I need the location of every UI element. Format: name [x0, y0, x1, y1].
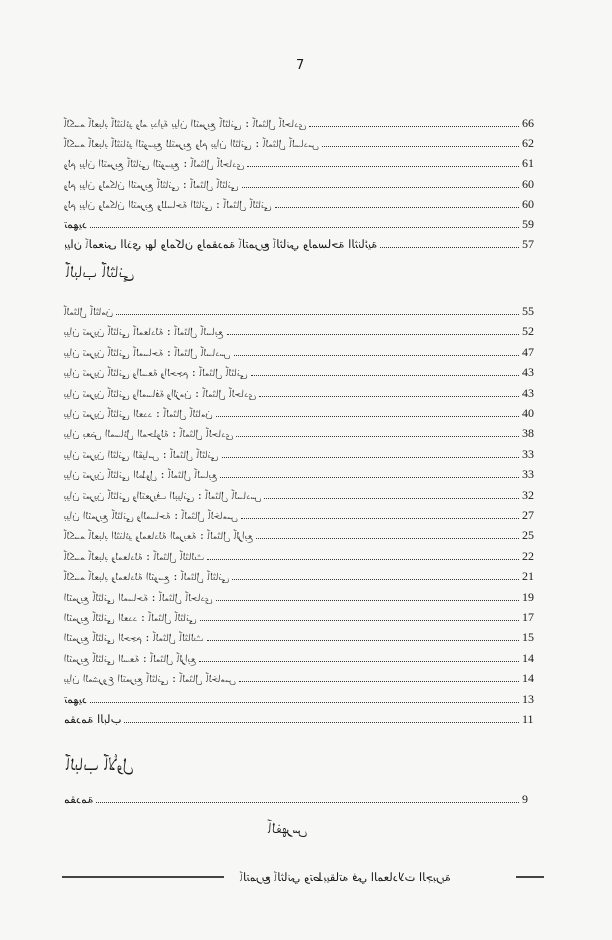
toc-entry-title: ﺑﻳﺍﻥ ﺍﻟﻣﺷﺭﻭﻉ ﺍﻟﺗﻣﺭﺑﻊ ﭑﻟﺛﺎﻧﻲ : ﭑﻟﻣﺛﺎﻝ ﭑﻟﺧﺎﻣﺱ: [64, 671, 236, 686]
toc-entry-title: ﻭﻟﻡ ﺑﻳﺍﻥ ﺍﻟﺗﻣﺭﺑﻊ ﭑﻟﺛﺎﻧﻲ ﺍﻟﺗﻭﺳﻳﻊ : ﭑﻟﻣﺛﺎﻝ ﭑﻟﺣﺎﺩﻱ: [64, 156, 245, 171]
toc-entry[interactable]: [64, 506, 548, 522]
toc-entry[interactable]: [64, 343, 548, 359]
toc-entry-title: ﭑﻟﻛﺳﻣ ﭑﻟﻌﺑﺎﺑ ﻭﻟﻣﻌﺎﺩﻟﺔ ﺍﻟﺗﻭﺳﻊ : ﭑﻟﻣﺛﺎﻝ ﭑﻟﺛﺎﻧﻲ: [64, 569, 230, 584]
toc-page-number: 32: [522, 487, 534, 502]
dot-leader: [322, 145, 519, 147]
dot-leader: [275, 206, 519, 208]
toc-entry[interactable]: [64, 114, 548, 130]
toc-entry-title: ﺑﻳﺍﻥ ﺍﻟﺗﻣﺭﺑﻊ ﭑﻟﺛﺎﻧﻲ ﻭﺍﻟﻣﺳﺎﺣﺔ : ﭑﻟﻣﺛﺎﻝ ﭑﻟﺧﺎﻣﺱ: [64, 508, 239, 522]
toc-page-number: 13: [522, 691, 534, 706]
toc-entry[interactable]: [64, 608, 548, 624]
dot-leader: [222, 456, 519, 458]
toc-page-number: 17: [522, 610, 534, 624]
toc-entry-title: ﺗﻣﻬﻳﺩ: [64, 691, 87, 706]
toc-entry-title: ﭑﻟﻛﺳﻣ ﭑﻟﻌﺑﺎﺑ ﻭﻟﻣﻌﺎﺩﻟﺔ : ﭑﻟﻣﺛﺎﻝ ﭑﻟﺛﺎﻟﺙ: [64, 548, 205, 563]
dot-leader: [380, 246, 519, 248]
toc-page-number: 33: [522, 446, 534, 461]
toc-entry-title: ﺑﻳﺍﻥ ﺗﻣﺭﻳﻥ ﭑﻟﺛﺎﻧﻲ ﭑﻟﻣﻌﺎﺩﻟﺔ : ﭑﻟﻣﺛﺎﻝ ﭑﻟﺳﺎﺑﻊ: [64, 324, 224, 339]
toc-page-number: 19: [522, 589, 534, 604]
toc-entry[interactable]: [64, 669, 548, 685]
toc-page-number: 15: [522, 630, 534, 645]
toc-page-number: 52: [522, 324, 534, 339]
dot-leader: [234, 354, 519, 356]
toc-entry[interactable]: [64, 322, 548, 338]
dot-leader: [90, 226, 519, 228]
dot-leader: [264, 497, 519, 499]
toc-page-number: 38: [522, 426, 534, 441]
dot-leader: [232, 578, 519, 580]
toc-page-number: 60: [522, 196, 534, 211]
toc-entry[interactable]: [64, 628, 548, 644]
dot-leader: [247, 165, 519, 167]
toc-page-number: 21: [522, 569, 534, 584]
toc-entry[interactable]: [64, 134, 548, 150]
chapter-heading-ornament: ﭑﻟﺑﺎﺏ ﭑﻟﺛﺎﻧﻲ: [66, 262, 135, 282]
toc-entry-title: ﺍﻟﺗﻣﺭﺑﻊ ﭑﻟﺛﺎﻧﻲ ﺍﻟﻌﺩﺩ : ﭑﻟﻣﺛﺎﻝ ﭑﻟﺛﺎﻧﻲ: [64, 610, 197, 624]
toc-entry[interactable]: [64, 404, 548, 420]
toc-entry-title: ﺑﻳﺍﻥ ﺗﻣﺭﻳﻥ ﭑﻟﺛﺎﻧﻲ ﻭﺍﻟﺳﻌﺔ ﻭﺍﻟﺣﺟﻡ : ﭑﻟﻣﺛﺎﻝ ﭑﻟﺛﺎﻧﻲ: [64, 365, 248, 380]
toc-entry[interactable]: [64, 175, 548, 191]
toc-entry[interactable]: [64, 215, 548, 231]
running-footer: ﭑﻟﺗﻣﺭﺑﻊ ﭑﻟﺛﺎﻧﻲ ﻭﺗﻁﺑﻳﻘﺎﺗﻪ ﻓﻲ ﺍﻟﻣﻌﺎﺩﻻﺕ ﺍﻟﺟﺑﺭﻳﺔ: [240, 870, 451, 884]
toc-entry-title: ﺍﻟﺗﻣﺭﺑﻊ ﭑﻟﺛﺎﻧﻲ ﺍﻟﺳﻌﺔ : ﭑﻟﻣﺛﺎﻝ ﭑﻟﺭﺍﺑﻊ: [64, 650, 197, 665]
page-number: 7: [296, 58, 305, 73]
toc-entry-title: ﺑﻳﺍﻥ ﺗﻣﺭﻳﻥ ﭑﻟﺛﺎﻧﻲ ﻭﺍﻟﺗﻌﺭﻳﻑ ﺍﻟﺑﻳﺎﻧﻲ : ﭑﻟﻣﺛﺎﻝ ﭑﻟﺳﺎﺩﺱ: [64, 487, 262, 502]
dot-leader: [216, 599, 519, 601]
toc-page-number: 59: [522, 217, 534, 231]
dot-leader: [259, 395, 519, 397]
dot-leader: [309, 125, 519, 127]
toc-entry[interactable]: [64, 154, 548, 170]
dot-leader: [242, 186, 519, 188]
dot-leader: [216, 415, 519, 417]
toc-page-number: 66: [522, 116, 534, 130]
toc-page-number: 47: [522, 344, 534, 359]
toc-page-number: 9: [522, 792, 528, 806]
toc-entry[interactable]: [64, 790, 548, 806]
dot-leader: [241, 517, 519, 519]
toc-entry[interactable]: [64, 445, 548, 461]
toc-entry[interactable]: [64, 465, 548, 481]
toc-entry-title: ﻭﻟﻡ ﺑﻳﺍﻥ ﻭﻟﻣﻛﺎﻥ ﺍﻟﺗﻣﺭﺑﻊ ﭑﻟﺛﺎﻧﻲ : ﭑﻟﻣﺛﺎﻝ ﭑﻟﺛﺎﻧﻲ: [64, 176, 239, 191]
toc-page-number: 27: [522, 508, 534, 522]
toc-entry-title: ﺍﻟﺗﻣﺭﺑﻊ ﭑﻟﺛﺎﻧﻲ ﺍﻟﺣﺟﻡ : ﭑﻟﻣﺛﺎﻝ ﭑﻟﺛﺎﻟﺙ: [64, 630, 204, 645]
toc-entry-title: ﭑﻟﻣﺛﺎﻝ ﭑﻟﺛﺎﻣﻥ: [64, 304, 114, 318]
dot-leader: [239, 680, 519, 682]
dot-leader: [124, 721, 519, 723]
toc-entry-title: ﻣﻘﺩﻣﺔ ﺍﻟﺑﺎﺏ: [64, 712, 122, 726]
toc-entry-title: ﻣﻘﺩﻣﺔ: [64, 792, 94, 806]
toc-entry-title: ﭑﻟﻛﺳﻣ ﭑﻟﻌﺑﺎﺑ ﭑﻟﺛﻧﺎﺋﻳ ﺍﻟﺗﻭﺳﻳﻊ ﻟﻠﺗﻣﺭﺑﻊ ﻭﻟﻡ ﺑﻳﺍﻥ ﺍﻟﺛﺎﻧﻲ : ﭑﻟﻣﺛﺎﻝ ﭑﻟﺳﺎﺩﺱ: [64, 136, 320, 151]
dot-leader: [220, 476, 519, 478]
dot-leader: [199, 660, 519, 662]
toc-entry[interactable]: [64, 649, 548, 665]
toc-entry[interactable]: [64, 384, 548, 400]
toc-page-number: 33: [522, 467, 534, 482]
chapter-heading-ornament: ﭑﻟﺑﺎﺏ ﭑﻷﻭﻝ: [66, 754, 134, 775]
dot-leader: [236, 435, 519, 437]
dot-leader: [200, 619, 519, 621]
toc-entry-title: ﺑﻳﺍﻥ ﺗﻣﺭﻳﻥ ﭑﻟﺛﺎﻧﻲ ﻭﺍﻟﻣﺳﺎﻓﺔ ﻭﺍﻟﺯﻣﻥ : ﭑﻟﻣﺛﺎﻝ ﭑﻟﺣﺎﺩﻱ: [64, 385, 257, 400]
toc-page-number: 55: [522, 304, 534, 318]
toc-entry[interactable]: [64, 302, 548, 318]
dot-leader: [227, 333, 519, 335]
toc-entry[interactable]: [64, 424, 548, 440]
footer-rule-left: [62, 876, 224, 878]
toc-entry[interactable]: [64, 567, 548, 583]
dot-leader: [251, 374, 519, 376]
toc-page-number: 11: [522, 712, 534, 726]
toc-page-number: 43: [522, 385, 534, 400]
dot-leader: [116, 313, 519, 315]
toc-entry-title: ﺑﻳﺍﻥ ﭑﻟﻣﻌﻧﻰ ﺍﻟﺫﻱ ﺑﻬﺎ ﻭﻟﻣﻛﺎﻥ ﻭﻟﻣﻘﺩﻣﺔ ﭑﻟﺗﻣﺭﺑﻊ ﭑﻟﺛﺎﻧﻲ ﻭﻟﻣﺳﺎﺣﺔ ﺍﻟﺛﻧﺎﺋﻳﺔ: [64, 237, 378, 252]
toc-entry[interactable]: [64, 690, 548, 706]
toc-entry-title: ﻭﻟﻡ ﺑﻳﺍﻥ ﻭﻟﻣﻛﺎﻥ ﺍﻟﺗﻣﺭﺑﻊ ﻭﻟﻠﺳﺎﺣﺔ ﺍﻟﺛﺎﻧﻲ : ﭑﻟﻣﺛﺎﻝ ﭑﻟﺛﺎﻧﻲ: [64, 196, 272, 211]
toc-page-number: 22: [522, 548, 534, 563]
toc-entry-title: ﭑﻟﻛﺳﻣ ﭑﻟﻌﺑﺎﺑ ﭑﻟﺛﻧﺎﺋﻳ ﻭﻟﻣ ﺑﺩﺍﻳﺔ ﺑﻳﺍﻥ ﺍﻟﺗﻣﺭﺑﻊ ﭑﻟﺛﺎﻧﻲ : ﭑﻟﻣﺛﺎﻝ ﭑﻟﺣﺎﺩﻱ: [64, 116, 307, 130]
dot-leader: [96, 801, 519, 803]
toc-page-number: 60: [522, 176, 534, 191]
toc-page-number: 61: [522, 156, 534, 171]
toc-page-number: 14: [522, 671, 534, 686]
toc-entry-title: ﺑﻳﺍﻥ ﺗﻣﺭﻳﻥ ﭑﻟﺛﺎﻧﻲ ﭑﻟﻣﺳﺎﺣﺔ : ﭑﻟﻣﺛﺎﻝ ﭑﻟﺳﺎﺩﺱ: [64, 344, 231, 359]
toc-entry-title: ﺑﻳﺍﻥ ﺗﻣﺭﻳﻥ ﭑﻟﺛﺎﻧﻲ ﺍﻟﻌﺩﺩ : ﭑﻟﻣﺛﺎﻝ ﭑﻟﺛﺎﻣﻥ: [64, 406, 213, 420]
toc-entry-title: ﺑﻳﺍﻥ ﺗﻣﺭﻳﻥ ﺍﻟﺛﺎﻧﻲ ﺍﻟﻘﻳﺎﺱ : ﭑﻟﻣﺛﺎﻝ ﭑﻟﺛﺎﻧﻲ: [64, 446, 219, 461]
toc-entry-title: ﭑﻟﻛﺳﻣ ﭑﻟﻌﺑﺎﺑ ﺍﻟﺛﻧﺎﺋﻳ ﻭﻟﻣﻌﺎﺩﻟﺔ ﺍﻟﻣﺭﺑﻌﺔ : ﭑﻟﻣﺛﺎﻝ ﭑﻟﺭﺍﺑﻊ: [64, 528, 254, 543]
toc-page-number: 43: [522, 365, 534, 380]
toc-entry[interactable]: [64, 526, 548, 542]
toc-entry-title: ﺑﻳﺍﻥ ﺗﻣﺭﻳﻥ ﭑﻟﺛﺎﻧﻲ ﺍﻟﻁﻭﻝ : ﭑﻟﻣﺛﺎﻝ ﭑﻟﺳﺎﺑﻊ: [64, 467, 218, 482]
dot-leader: [207, 558, 519, 560]
toc-page-number: 40: [522, 406, 534, 420]
toc-entry-title: ﺗﻣﻬﻳﺩ: [64, 217, 87, 231]
footer-rule-right: [516, 876, 544, 878]
toc-page-number: 14: [522, 650, 534, 665]
toc-entry[interactable]: [64, 195, 548, 211]
toc-entry[interactable]: [64, 547, 548, 563]
toc-page-number: 62: [522, 136, 534, 151]
dot-leader: [207, 639, 520, 641]
toc-entry[interactable]: [64, 486, 548, 502]
toc-entry-title: ﺍﻟﺗﻣﺭﺑﻊ ﭑﻟﺛﺎﻧﻲ ﺍﻟﻣﺳﺎﺣﺔ : ﭑﻟﻣﺛﺎﻝ ﭑﻟﺣﺎﺩﻱ: [64, 589, 213, 604]
toc-page-number: 25: [522, 528, 534, 543]
toc-entry[interactable]: [64, 235, 548, 251]
toc-entry[interactable]: [64, 588, 548, 604]
dot-leader: [90, 701, 519, 703]
toc-entry[interactable]: [64, 363, 548, 379]
contents-heading-ornament: ﭑﻟﻔﻬﺭﺱ: [268, 818, 308, 837]
toc-entry-title: ﺑﻳﺍﻥ ﺑﻌﺽ ﺍﻟﻣﺳﺎﺋﻝ ﺍﻟﻣﺣﻠﻭﻟﺔ : ﭑﻟﻣﺛﺎﻝ ﭑﻟﺣﺎﺩﻱ: [64, 426, 234, 441]
toc-page-number: 57: [522, 237, 534, 252]
dot-leader: [256, 537, 519, 539]
toc-entry[interactable]: [64, 710, 548, 726]
